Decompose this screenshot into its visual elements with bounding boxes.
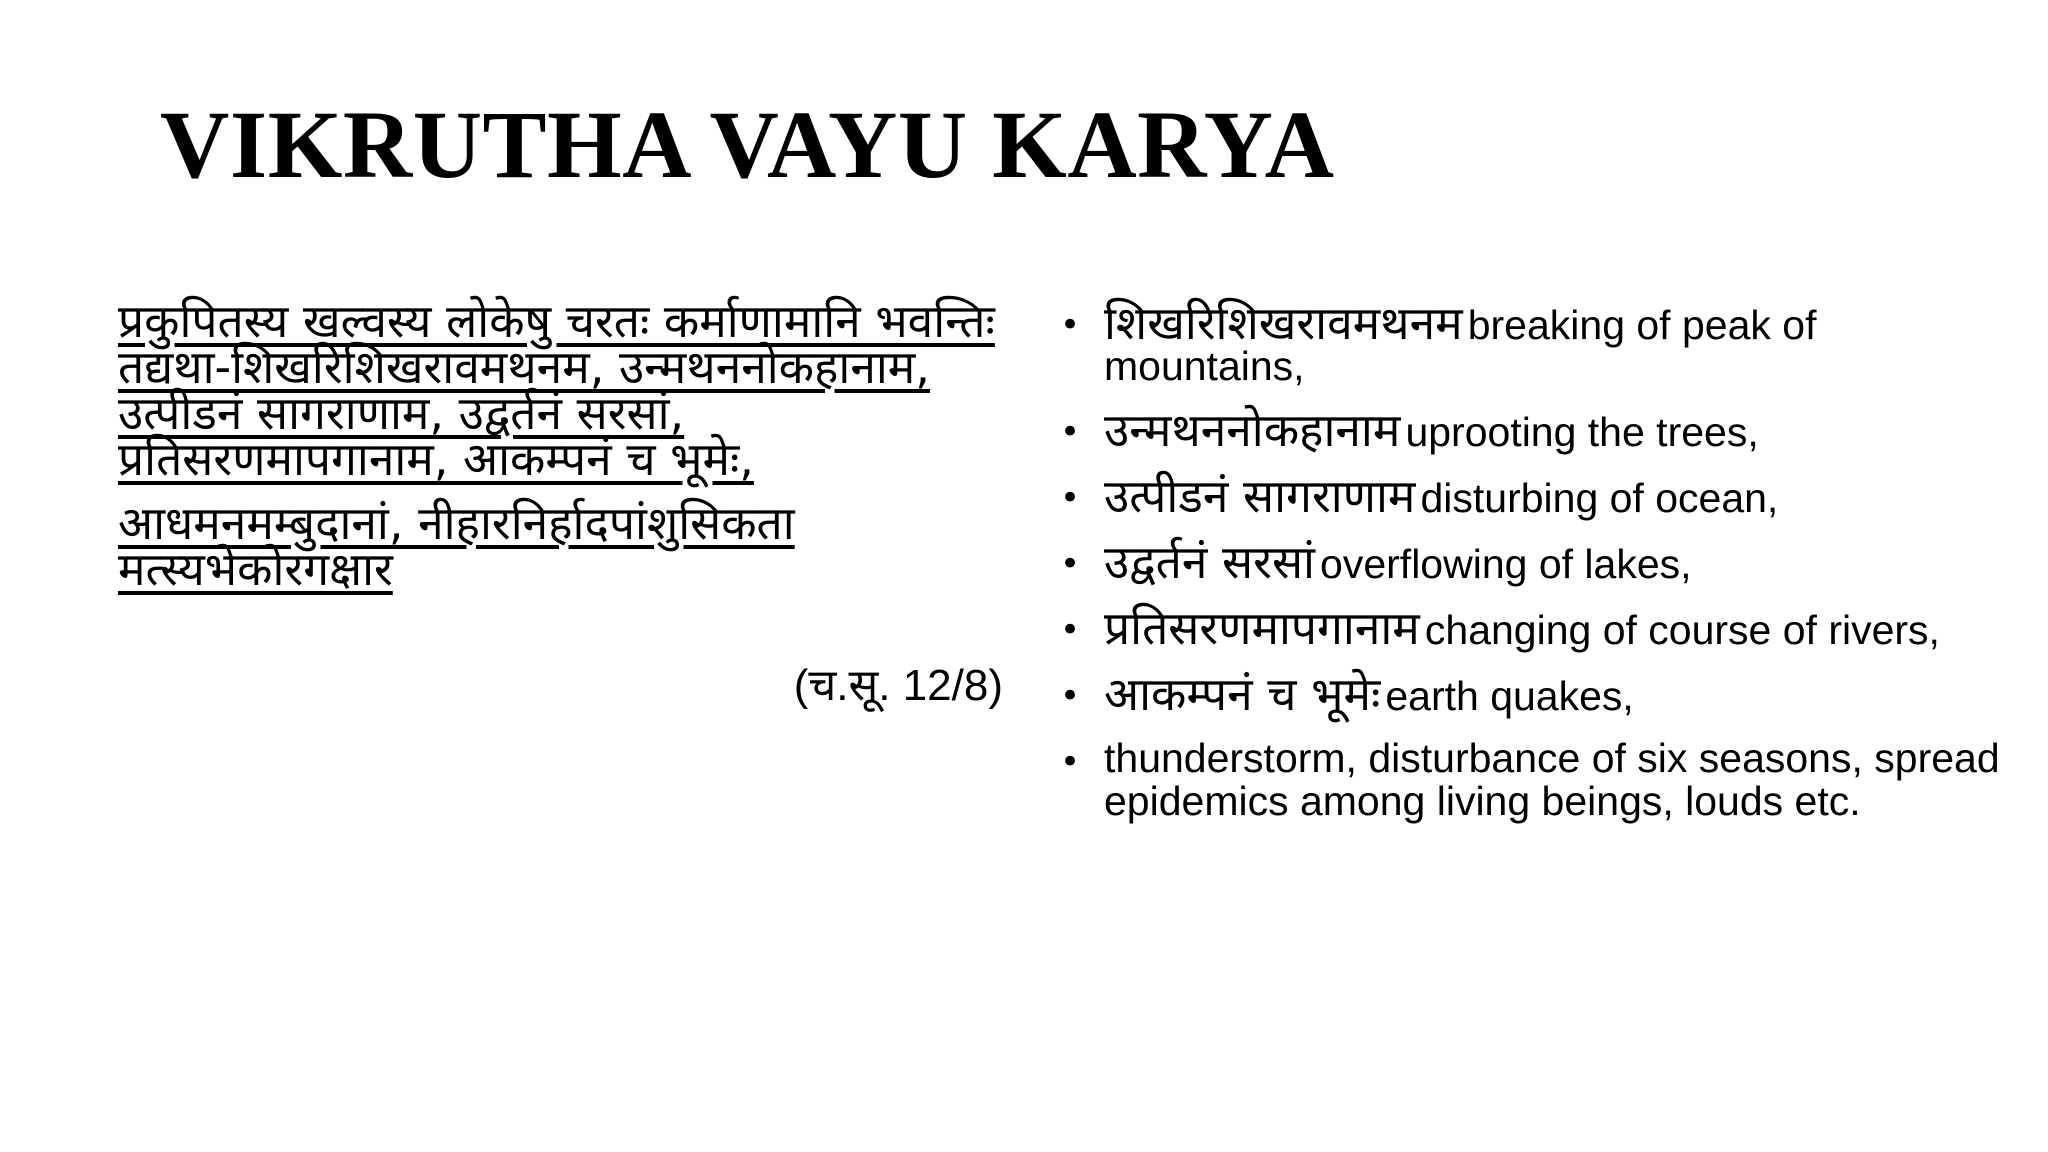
- bullet-sanskrit: प्रतिसरणमापगानाम: [1104, 601, 1420, 655]
- bullet-icon: •: [1060, 742, 1081, 782]
- sanskrit-verse: [118, 294, 1018, 610]
- bullet-english: overflowing of lakes,: [1320, 541, 1692, 587]
- list-item: [1060, 601, 2000, 655]
- bullet-icon: •: [1060, 676, 1081, 716]
- bullet-icon: •: [1060, 544, 1081, 584]
- verse-citation: (च.सू. 12/8): [793, 661, 1003, 710]
- list-item: [1060, 296, 2000, 389]
- list-item: [1060, 535, 2000, 589]
- bullet-english: breaking of peak of mountains,: [1104, 302, 1817, 389]
- verse-paragraph-2: आधमनमम्बुदानां, नीहारनिर्हादपांशुसिकता मत्स्यभेकोरगक्षार: [118, 496, 795, 596]
- slide-title: VIKRUTHA VAYU KARYA: [160, 91, 1335, 198]
- verse-paragraph-1: प्रकुपितस्य खल्वस्य लोकेषु चरतः कर्माणामानि भवन्तिः तद्यथा-शिखरिशिखरावमथनम, उन्मथननोकहानाम, उत्पीडनं सागराणाम, उद्वर्तनं सरसां, प्रतिसरणमापगानाम, आकम्पनं च भूमेः,: [118, 294, 995, 486]
- list-item: [1060, 737, 2000, 823]
- bullet-english: changing of course of rivers,: [1424, 607, 1940, 653]
- bullet-icon: •: [1060, 610, 1081, 650]
- bullet-english: earth quakes,: [1385, 673, 1634, 719]
- bullet-sanskrit: उत्पीडनं सागराणाम: [1104, 469, 1416, 523]
- bullet-sanskrit: आकम्पनं च भूमेः: [1104, 667, 1381, 721]
- list-item: [1060, 469, 2000, 523]
- bullet-icon: •: [1060, 305, 1081, 345]
- list-item: [1060, 667, 2000, 721]
- bullet-sanskrit: शिखरिशिखरावमथनम: [1104, 296, 1463, 350]
- bullet-sanskrit: उद्वर्तनं सरसां: [1104, 535, 1315, 589]
- effects-bullet-list: [1060, 296, 2000, 843]
- list-item: [1060, 403, 2000, 457]
- bullet-english: thunderstorm, disturbance of six seasons, spread epidemics among living beings, louds etc.: [1104, 735, 2000, 825]
- bullet-english: uprooting the trees,: [1405, 409, 1759, 455]
- bullet-icon: •: [1060, 478, 1081, 518]
- bullet-sanskrit: उन्मथननोकहानाम: [1104, 403, 1401, 457]
- bullet-english: disturbing of ocean,: [1420, 475, 1779, 521]
- bullet-icon: •: [1060, 412, 1081, 452]
